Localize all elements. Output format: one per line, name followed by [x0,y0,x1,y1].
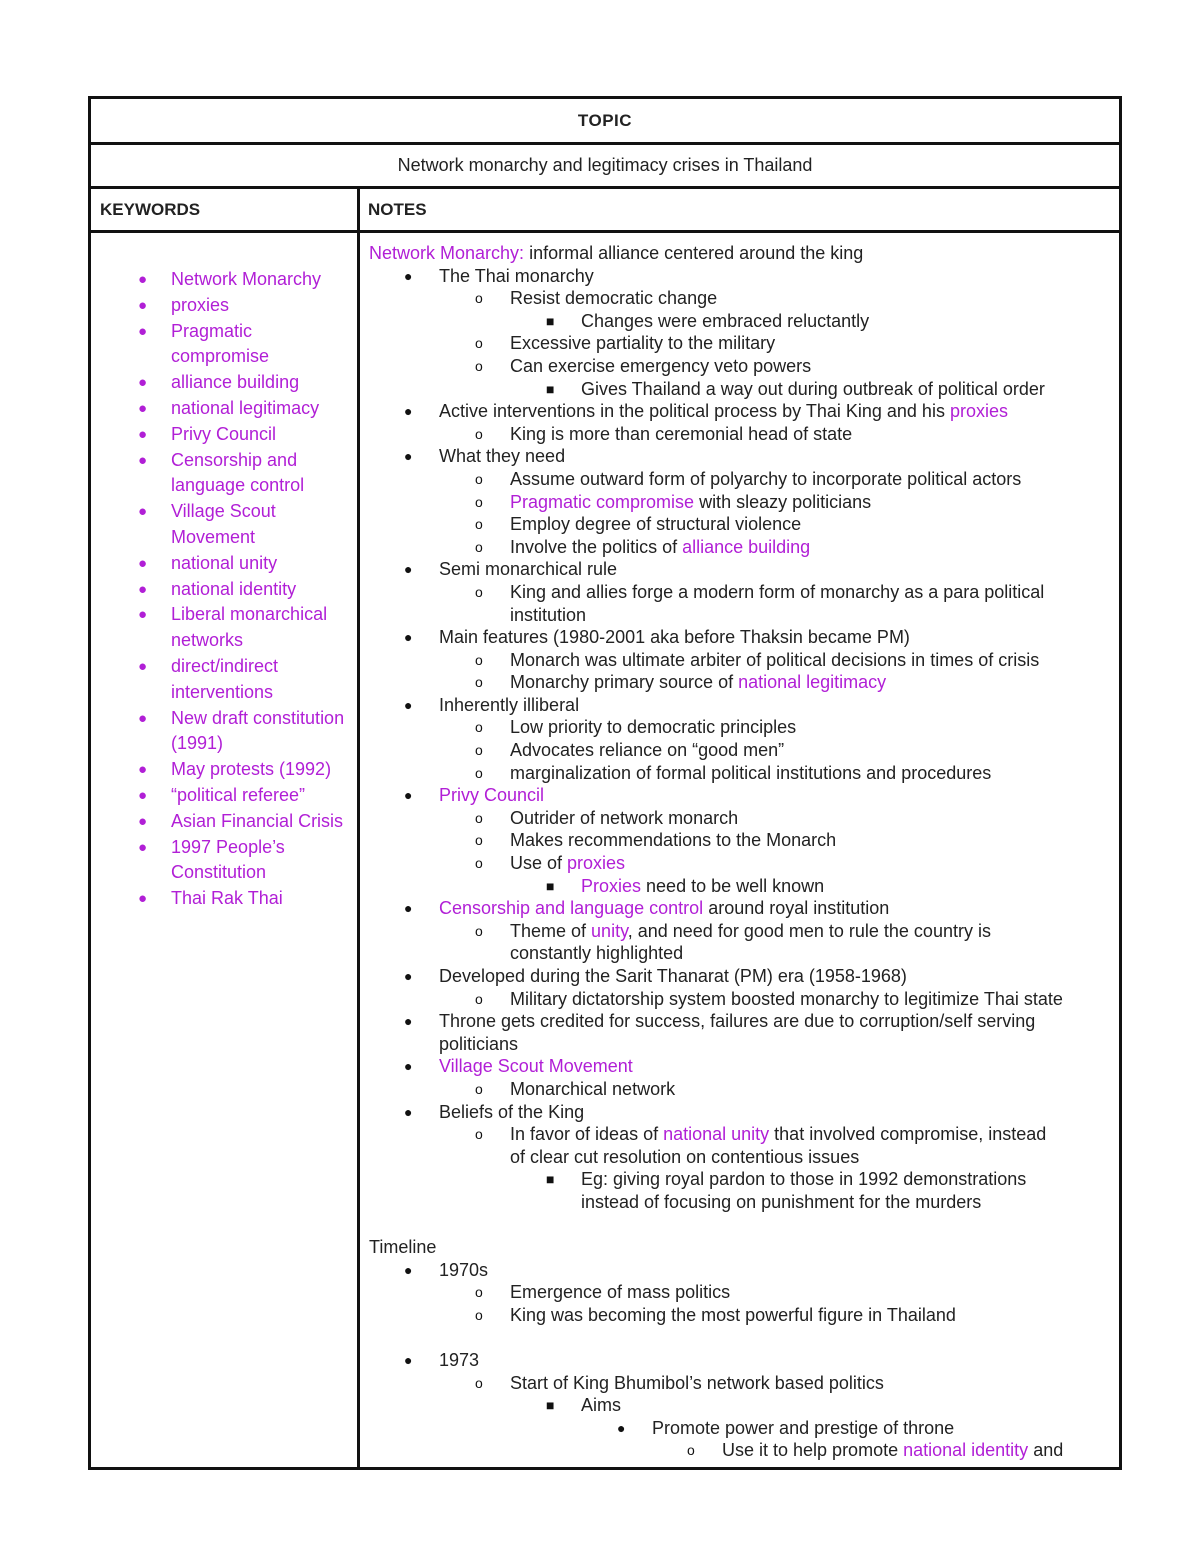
bullet-dot-icon: ● [138,296,148,314]
timeline-label: Timeline [369,1237,437,1258]
notes-line: ● Semi monarchical rule [404,559,618,580]
notes-line: ● Throne gets credited for success, failures are due to corruption/self serving [404,1011,1036,1032]
keyword-item: ● New draft constitution (1991) [138,707,345,754]
topic-row [91,145,1119,189]
bullet-circle-icon: o [475,651,483,668]
keywords-list [91,267,351,912]
bullet-dot-icon: ● [138,580,148,598]
bullet-dot-icon: ● [138,322,148,340]
notes-line: politicians [439,1033,519,1054]
bullet-dot-icon: ● [138,451,148,469]
bullet-dot-icon: ● [138,890,148,908]
bullet-square-icon: ■ [546,1171,555,1188]
bullet-dot-icon: ● [404,561,413,578]
notes-line: o Start of King Bhumibol’s network based politics [475,1372,884,1393]
notes-line: ● Inherently illiberal [404,694,580,715]
keywords-header: KEYWORDS [100,200,201,219]
notes-line: instead of focusing on punishment for the murders [581,1191,982,1212]
bullet-dot-icon: ● [138,786,148,804]
keyword-item: ● Network Monarchy [91,267,351,293]
notes-line: ● Promote power and prestige of throne [617,1417,955,1438]
keyword-item: ● Asian Financial Crisis [91,809,351,835]
bullet-dot-icon: ● [138,399,148,417]
bullet-dot-icon: ● [404,1261,413,1278]
notes-line: ● Active interventions in the political process by Thai King and his proxies [404,401,1008,422]
bullet-circle-icon: o [475,809,483,826]
keyword-item: ● Village Scout Movement [138,501,276,547]
notes-line: ■ Eg: giving royal pardon to those in 1992 demonstrations [546,1169,1027,1190]
notes-line: ● Censorship and language control around royal institution [404,898,890,919]
bullet-circle-icon: o [687,1442,695,1459]
notes-line: ● Village Scout Movement [404,1056,633,1077]
keyword-item: ● Liberal monarchical networks [138,604,328,651]
bullet-circle-icon: o [475,719,483,736]
bullet-square-icon: ■ [546,877,555,894]
keyword-item: ● May protests (1992) [91,757,351,783]
bullet-circle-icon: o [475,1284,483,1301]
bullet-circle-icon: o [475,335,483,352]
notes-line: o Monarchical network [475,1078,676,1099]
bullet-dot-icon: ● [404,1013,413,1030]
keywords-column [91,233,357,1467]
bullet-dot-icon: ● [138,812,148,830]
notes-line: o In favor of ideas of national unity that involved compromise, instead [475,1124,1047,1145]
topic-header-row [91,99,1119,145]
keyword-item: ● national identity [91,577,351,603]
bullet-circle-icon: o [475,493,483,510]
keyword-item: ● 1997 People’s Constitution [138,836,285,883]
notes-column [360,233,1119,1467]
bullet-dot-icon: ● [138,425,148,443]
notes-line: o marginalization of formal political institutions and procedures [475,762,992,783]
bullet-dot-icon: ● [404,1103,413,1120]
notes-line: ● The Thai monarchy [404,265,594,286]
bullet-dot-icon: ● [138,503,148,521]
notes-line: o Monarchy primary source of national legitimacy [475,672,887,693]
bullet-dot-icon: ● [138,271,148,288]
notes-line: o Use it to help promote national identity and [687,1440,1064,1461]
keyword-item: ● direct/indirect interventions [138,655,279,702]
notes-body [369,242,1113,1462]
bullet-circle-icon: o [475,742,483,759]
bullet-dot-icon: ● [138,606,148,624]
bullet-circle-icon: o [475,832,483,849]
notes-line: ● 1970s [404,1259,489,1280]
notes-line: ■ Gives Thailand a way out during outbreak of political order [546,378,1045,399]
keyword-item: ● proxies [91,293,351,319]
notes-line: ● Main features (1980-2001 aka before Thaksin became PM) [404,627,910,648]
bullet-circle-icon: o [475,290,483,307]
bullet-circle-icon: o [475,1126,483,1143]
notes-line: o Involve the politics of alliance building [475,536,811,557]
notes-line: o Military dictatorship system boosted monarchy to legitimize Thai state [475,988,1063,1009]
topic-label: TOPIC [577,111,633,130]
bullet-dot-icon: ● [404,403,413,420]
bullet-circle-icon: o [475,470,483,487]
notes-line: ■ Aims [546,1395,621,1416]
bullet-dot-icon: ● [138,554,148,572]
bullet-dot-icon: ● [404,787,413,804]
notes-line: ■ Changes were embraced reluctantly [546,310,870,331]
bullet-circle-icon: o [475,357,483,374]
bullet-dot-icon: ● [404,1352,413,1369]
notes-line: ● What they need [404,446,566,467]
bullet-circle-icon: o [475,1080,483,1097]
keyword-item: ● Thai Rak Thai [91,886,351,912]
bullet-circle-icon: o [475,538,483,555]
notes-line: institution [510,604,587,625]
notes-line: o King and allies forge a modern form of monarchy as a para political [475,581,1045,602]
notes-line: o Theme of unity, and need for good men to rule the country is [475,920,991,941]
notes-table [88,96,1122,1470]
bullet-square-icon: ■ [546,380,555,397]
notes-line: ● Developed during the Sarit Thanarat (PM) era (1958-1968) [404,966,907,986]
bullet-square-icon: ■ [546,312,555,329]
notes-line: of clear cut resolution on contentious issues [510,1146,860,1167]
notes-line: o King was becoming the most powerful figure in Thailand [475,1304,956,1325]
notes-line: ■ Proxies need to be well known [546,875,825,896]
notes-line: ● Beliefs of the King [404,1101,585,1122]
bullet-dot-icon: ● [617,1419,626,1436]
notes-line: Network Monarchy: informal alliance centered around the king [369,243,864,263]
bullet-dot-icon: ● [404,448,413,465]
notes-line: o Excessive partiality to the military [475,333,776,354]
topic-title: Network monarchy and legitimacy crises in Thailand [397,155,813,175]
notes-line: o Makes recommendations to the Monarch [475,830,837,851]
notes-line: o Can exercise emergency veto powers [475,355,812,376]
bullet-dot-icon: ● [138,761,148,779]
bullet-circle-icon: o [475,516,483,533]
bullet-dot-icon: ● [404,968,413,984]
notes-line: o Assume outward form of polyarchy to incorporate political actors [475,468,1022,489]
notes-line: o Resist democratic change [475,288,718,309]
bullet-circle-icon: o [475,922,483,939]
keyword-item: ● “political referee” [91,783,351,809]
bullet-circle-icon: o [475,1306,483,1323]
notes-line: o Low priority to democratic principles [475,717,797,738]
bullet-dot-icon: ● [138,709,148,727]
notes-line: o Advocates reliance on “good men” [475,740,785,761]
notes-line: ● Privy Council [404,785,545,806]
keyword-item: ● Pragmatic compromise [138,320,270,367]
notes-line: o King is more than ceremonial head of state [475,423,853,444]
keyword-item: ● national legitimacy [91,396,351,422]
notes-line: o Monarch was ultimate arbiter of political decisions in times of crisis [475,649,1040,670]
bullet-circle-icon: o [475,1374,483,1391]
notes-line: o Employ degree of structural violence [475,514,802,535]
bullet-circle-icon: o [475,855,483,872]
bullet-circle-icon: o [475,990,483,1007]
keyword-item: ● alliance building [91,370,351,396]
bullet-dot-icon: ● [404,696,413,713]
bullet-dot-icon: ● [138,657,148,675]
notes-line: ● 1973 [404,1350,480,1371]
notes-header: NOTES [368,200,427,219]
notes-line: o Use of proxies [475,853,626,874]
bullet-dot-icon: ● [404,629,413,646]
keyword-item: ● Privy Council [91,422,351,448]
bullet-square-icon: ■ [546,1397,555,1414]
bullet-dot-icon: ● [404,267,413,284]
bullet-circle-icon: o [475,764,483,781]
notes-line: constantly highlighted [510,943,684,964]
bullet-dot-icon: ● [404,1058,413,1075]
bullet-dot-icon: ● [404,900,413,917]
bullet-dot-icon: ● [138,838,148,856]
bullet-circle-icon: o [475,425,483,442]
notes-line: o Emergence of mass politics [475,1282,731,1303]
keyword-item: ● Censorship and language control [138,449,305,496]
notes-line: o Pragmatic compromise with sleazy politicians [475,491,872,512]
bullet-circle-icon: o [475,583,483,600]
bullet-circle-icon: o [475,674,483,691]
column-header-row [91,189,1119,233]
notes-line: o Outrider of network monarch [475,807,739,828]
bullet-dot-icon: ● [138,374,148,392]
keyword-item: ● national unity [91,551,351,577]
